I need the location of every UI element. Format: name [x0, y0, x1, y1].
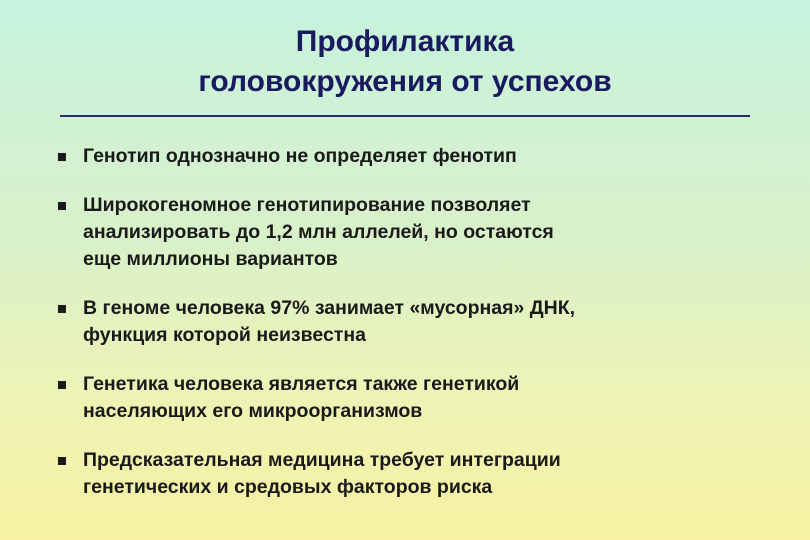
- bullet-text-line: генетических и средовых факторов риска: [83, 476, 493, 498]
- square-bullet-icon: [58, 305, 66, 313]
- slide-title-line-2: головокружения от успехов: [198, 65, 612, 98]
- bullet-text-line: анализировать до 1,2 млн аллелей, но остаются: [83, 221, 554, 243]
- bullet-item: [0, 143, 810, 170]
- slide-title: [0, 22, 810, 102]
- title-underline: [60, 115, 750, 117]
- square-bullet-icon: [58, 202, 66, 210]
- square-bullet-icon: [58, 457, 66, 465]
- slide-title-line-1: Профилактика: [295, 25, 515, 58]
- bullet-text-line: Генетика человека является также генетикой: [83, 373, 520, 395]
- bullet-item: [0, 447, 810, 501]
- bullet-item: [0, 371, 810, 425]
- bullet-text-line: населяющих его микроорганизмов: [83, 400, 423, 422]
- bullet-item: [0, 295, 810, 349]
- square-bullet-icon: [58, 153, 66, 161]
- bullet-text-line: еще миллионы вариантов: [83, 248, 338, 270]
- bullet-text-line: В геноме человека 97% занимает «мусорная» ДНК,: [83, 297, 576, 319]
- bullet-text-line: Широкогеномное генотипирование позволяет: [83, 194, 531, 216]
- bullet-text-line: Генотип однозначно не определяет фенотип: [83, 145, 517, 167]
- bullet-text-line: функция которой неизвестна: [83, 324, 366, 346]
- square-bullet-icon: [58, 381, 66, 389]
- bullet-item: [0, 192, 810, 273]
- bullet-text-line: Предсказательная медицина требует интеграции: [83, 449, 561, 471]
- bullet-list: [0, 143, 810, 501]
